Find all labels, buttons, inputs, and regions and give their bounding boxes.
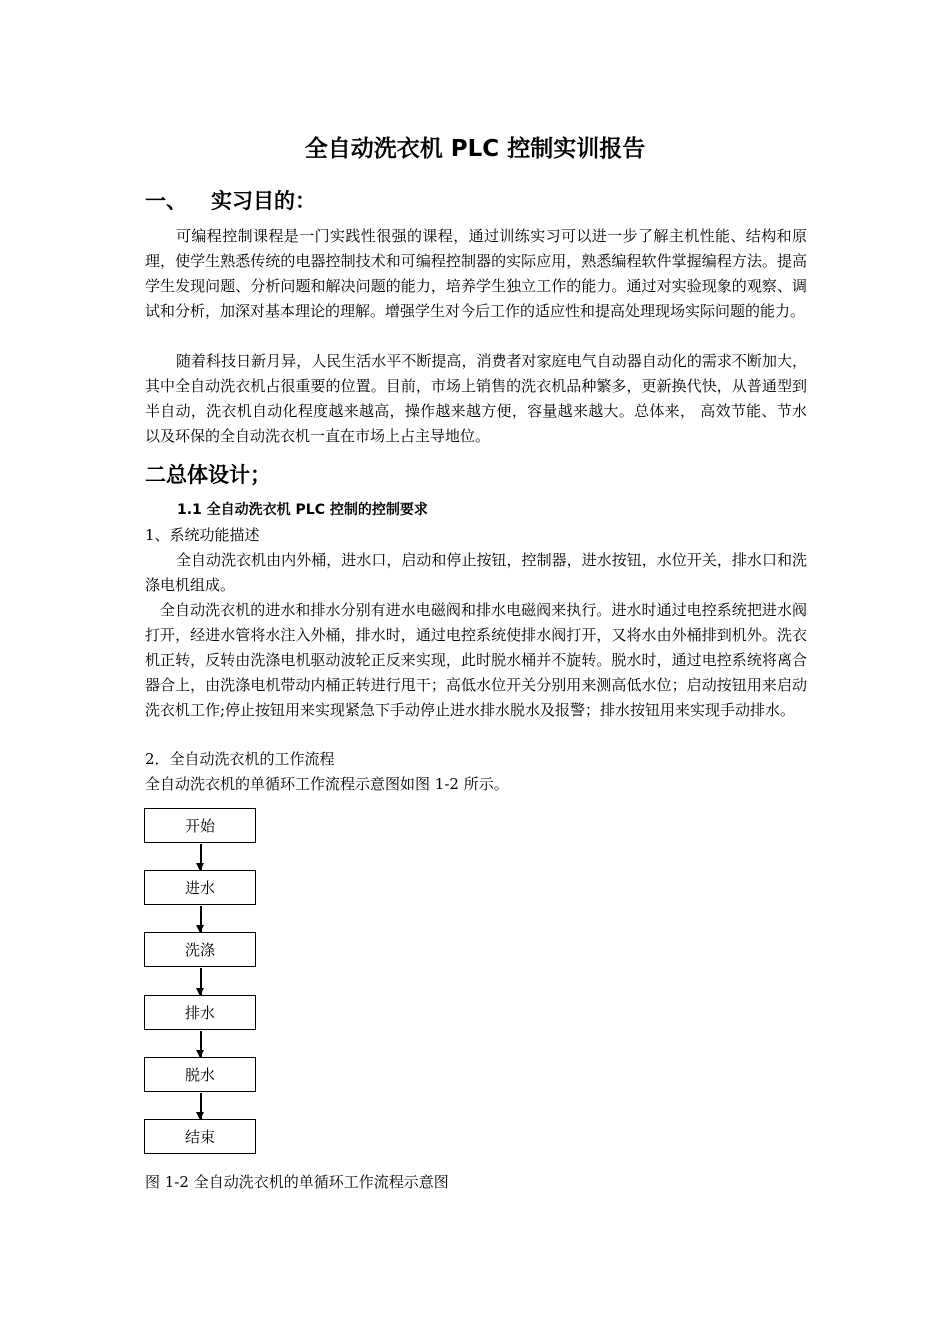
flow-step-water-inlet: 进水 bbox=[144, 870, 256, 905]
section-1-number: 一、 bbox=[145, 189, 187, 213]
flow-arrow-1 bbox=[200, 844, 202, 870]
flow-step-end: 结束 bbox=[144, 1119, 256, 1154]
flow-step-wash: 洗涤 bbox=[144, 932, 256, 967]
flow-arrow-2 bbox=[200, 906, 202, 932]
figure-caption: 图 1-2 全自动洗衣机的单循环工作流程示意图 bbox=[145, 1173, 449, 1191]
flow-step-drain: 排水 bbox=[144, 995, 256, 1030]
section-1-paragraph-2: 随着科技日新月异，人民生活水平不断提高，消费者对家庭电气自动器自动化的需求不断加大，其中全自动洗衣机占很重要的位置。目前，市场上销售的洗衣机品种繁多，更新换代快，从普通型到半自动，洗衣机自动化程度越来越高，操作越来越方便，容量越来越大。总体来， 高效节能、节水以及环保的全自动洗衣机一直在市场上占主导地位。 bbox=[145, 352, 807, 445]
item-1-paragraph-2: 全自动洗衣机的进水和排水分别有进水电磁阀和排水电磁阀来执行。进水时通过电控系统把进水阀打开，经进水管将水注入外桶，排水时，通过电控系统使排水阀打开，又将水由外桶排到机外。洗衣机正转，反转由洗涤电机驱动波轮正反来实现，此时脱水桶并不旋转。脱水时，通过电控系统将离合器合上，由洗涤电机带动内桶正转进行甩干；高低水位开关分别用来测高低水位；启动按钮用来启动洗衣机工作;停止按钮用来实现紧急下手动停止进水排水脱水及报警；排水按钮用来实现手动排水。 bbox=[145, 601, 807, 719]
item-1-paragraph-1: 全自动洗衣机由内外桶，进水口，启动和停止按钮，控制器，进水按钮，水位开关，排水口和洗涤电机组成。 bbox=[145, 551, 807, 594]
flow-step-start: 开始 bbox=[144, 808, 256, 843]
document-title: 全自动洗衣机 PLC 控制实训报告 bbox=[304, 136, 646, 162]
item-1-title: 1、系统功能描述 bbox=[145, 526, 260, 544]
flow-arrow-5 bbox=[200, 1093, 202, 1119]
item-2-title: 2．全自动洗衣机的工作流程 bbox=[145, 750, 335, 768]
section-2-subheading: 1.1 全自动洗衣机 PLC 控制的控制要求 bbox=[177, 502, 428, 518]
section-1-paragraph-1: 可编程控制课程是一门实践性很强的课程，通过训练实习可以进一步了解主机性能、结构和原理，使学生熟悉传统的电器控制技术和可编程控制器的实际应用，熟悉编程软件掌握编程方法。提高学生发现问题、分析问题和解决问题的能力，培养学生独立工作的能力。通过对实验现象的观察、调试和分析，加深对基本理论的理解。增强学生对今后工作的适应性和提高处理现场实际问题的能力。 bbox=[145, 227, 807, 320]
flow-arrow-3 bbox=[200, 968, 202, 995]
flow-arrow-4 bbox=[200, 1031, 202, 1057]
section-1-heading bbox=[145, 186, 316, 216]
flow-step-spin-dry: 脱水 bbox=[144, 1057, 256, 1092]
item-2-intro: 全自动洗衣机的单循环工作流程示意图如图 1-2 所示。 bbox=[145, 775, 509, 793]
section-1-title: 实习目的： bbox=[211, 189, 316, 213]
section-2-heading: 二总体设计； bbox=[145, 463, 271, 487]
